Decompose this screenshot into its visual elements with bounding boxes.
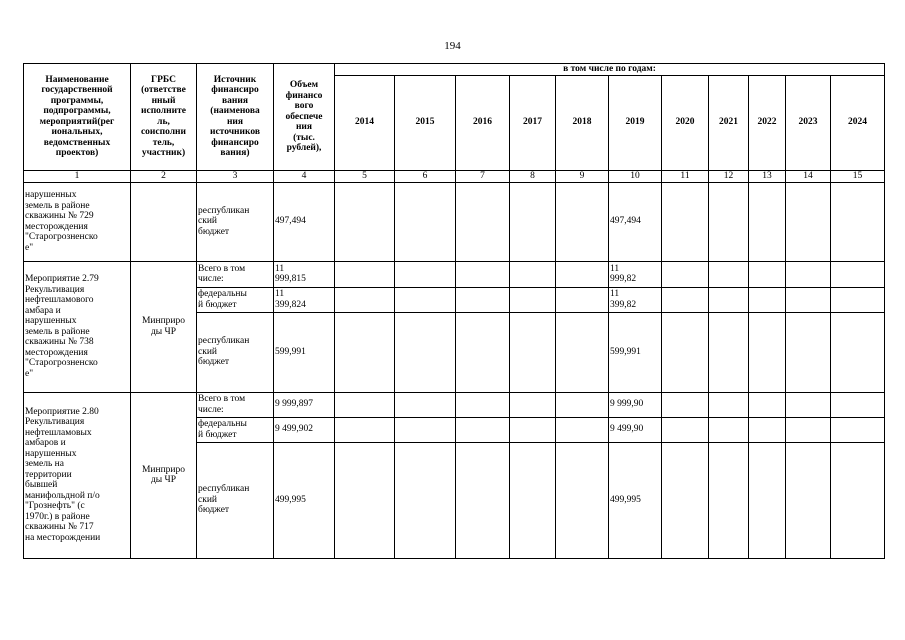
- measure-name: Мероприятие 2.79 Рекультивация нефтешламового амбара и нарушенных земель в районе скважины № 738 месторождения "Старогрозненско е": [24, 261, 131, 392]
- column-number: 8: [510, 170, 556, 182]
- header-year: 2018: [556, 75, 609, 170]
- year-2019-cell: 497,494: [609, 182, 662, 261]
- grbs-cell: Минприро ды ЧР: [131, 261, 197, 392]
- column-number: 10: [609, 170, 662, 182]
- source-cell: федеральны й бюджет: [197, 287, 274, 312]
- column-number: 6: [395, 170, 456, 182]
- header-year: 2020: [662, 75, 709, 170]
- year-2019-cell: 11 999,82: [609, 261, 662, 287]
- grbs-cell: [131, 182, 197, 261]
- header-years-group: в том числе по годам:: [335, 64, 885, 76]
- header-year: 2015: [395, 75, 456, 170]
- column-number: 12: [709, 170, 749, 182]
- source-cell: республикан ский бюджет: [197, 442, 274, 558]
- column-number: 5: [335, 170, 395, 182]
- column-number: 2: [131, 170, 197, 182]
- column-number: 9: [556, 170, 609, 182]
- header-year: 2014: [335, 75, 395, 170]
- column-number: 15: [831, 170, 885, 182]
- year-2019-cell: 499,995: [609, 442, 662, 558]
- source-cell: федеральны й бюджет: [197, 417, 274, 442]
- column-number: 13: [749, 170, 786, 182]
- page-number: 194: [444, 40, 461, 52]
- header-name: Наименование государственной программы, подпрограммы, мероприятий(рег иональных, ведомственных проектов): [24, 64, 131, 171]
- header-year: 2016: [456, 75, 510, 170]
- grbs-cell: Минприро ды ЧР: [131, 392, 197, 558]
- header-source: Источник финансиро вания (наименова ния источников финансиро вания): [197, 64, 274, 171]
- financing-table: [23, 63, 885, 559]
- source-cell: Всего в том числе:: [197, 261, 274, 287]
- column-number: 1: [24, 170, 131, 182]
- year-2019-cell: 11 399,82: [609, 287, 662, 312]
- table-row: [24, 182, 885, 261]
- column-number: 4: [274, 170, 335, 182]
- year-2019-cell: 599,991: [609, 312, 662, 392]
- header-year: 2017: [510, 75, 556, 170]
- header-year: 2021: [709, 75, 749, 170]
- header-grbs: ГРБС (ответстве нный исполните ль, соисполни тель, участник): [131, 64, 197, 171]
- measure-name: нарушенных земель в районе скважины № 729 месторождения "Старогрозненско е": [24, 182, 131, 261]
- volume-cell: 9 499,902: [274, 417, 335, 442]
- volume-cell: 9 999,897: [274, 392, 335, 417]
- column-number: 14: [786, 170, 831, 182]
- volume-cell: 499,995: [274, 442, 335, 558]
- header-year: 2022: [749, 75, 786, 170]
- volume-cell: 11 399,824: [274, 287, 335, 312]
- table-row: [24, 261, 885, 287]
- volume-cell: 497,494: [274, 182, 335, 261]
- table-row: [24, 392, 885, 417]
- column-number: 3: [197, 170, 274, 182]
- source-cell: Всего в том числе:: [197, 392, 274, 417]
- source-cell: республикан ский бюджет: [197, 182, 274, 261]
- header-year: 2023: [786, 75, 831, 170]
- column-number: 11: [662, 170, 709, 182]
- year-2019-cell: 9 999,90: [609, 392, 662, 417]
- year-2019-cell: 9 499,90: [609, 417, 662, 442]
- column-number: 7: [456, 170, 510, 182]
- volume-cell: 11 999,815: [274, 261, 335, 287]
- volume-cell: 599,991: [274, 312, 335, 392]
- source-cell: республикан ский бюджет: [197, 312, 274, 392]
- header-year: 2024: [831, 75, 885, 170]
- measure-name: Мероприятие 2.80 Рекультивация нефтешламовых амбаров и нарушенных земель на территории бывшей манифольдной п/о "Грознефть" (с 1970г.) в районе скважины № 717 на месторождении: [24, 392, 131, 558]
- header-volume: Объем финансо вого обеспече ния (тыс. рублей),: [274, 64, 335, 171]
- header-year: 2019: [609, 75, 662, 170]
